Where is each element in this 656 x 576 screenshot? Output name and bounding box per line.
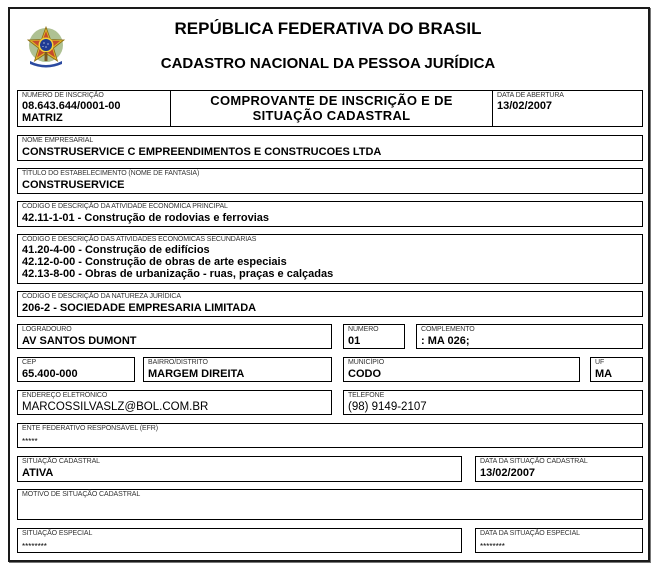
efr-value: ***** xyxy=(22,437,38,446)
situacao-cadastral-label: SITUAÇÃO CADASTRAL xyxy=(22,458,100,465)
abertura-box xyxy=(492,90,643,127)
motivo-situacao-label: MOTIVO DE SITUAÇÃO CADASTRAL xyxy=(22,491,141,498)
situacao-cadastral-value: ATIVA xyxy=(22,467,54,479)
atividade-secundaria-item: 42.13-8-00 - Obras de urbanização - ruas, praças e calçadas xyxy=(22,268,334,280)
nome-fantasia-value: CONSTRUSERVICE xyxy=(22,179,125,191)
uf-label: UF xyxy=(595,359,605,366)
logradouro-value: AV SANTOS DUMONT xyxy=(22,335,137,347)
cnpj-value: 08.643.644/0001-00 xyxy=(22,100,121,112)
situacao-especial-box xyxy=(17,528,462,553)
complemento-box xyxy=(416,324,643,349)
data-situacao-cadastral-label: DATA DA SITUAÇÃO CADASTRAL xyxy=(480,458,588,465)
comprovante-box xyxy=(170,90,493,127)
municipio-label: MUNICÍPIO xyxy=(348,359,385,366)
natureza-juridica-label: CÓDIGO E DESCRIÇÃO DA NATUREZA JURÍDICA xyxy=(22,293,181,300)
nome-empresarial-value: CONSTRUSERVICE C EMPREENDIMENTOS E CONSTRUCOES LTDA xyxy=(22,146,382,158)
cep-value: 65.400-000 xyxy=(22,368,78,380)
atividades-secundarias-box xyxy=(17,234,643,284)
situacao-cadastral-box xyxy=(17,456,462,482)
tipo-value: MATRIZ xyxy=(22,112,63,124)
atividade-secundaria-item: 42.12-0-00 - Construção de obras de arte especiais xyxy=(22,256,287,268)
data-situacao-cadastral-box xyxy=(475,456,643,482)
complemento-label: COMPLEMENTO xyxy=(421,326,475,333)
bairro-label: BAIRRO/DISTRITO xyxy=(148,359,208,366)
numero-box xyxy=(343,324,405,349)
nome-empresarial-label: NOME EMPRESARIAL xyxy=(22,137,94,144)
data-situacao-especial-label: DATA DA SITUAÇÃO ESPECIAL xyxy=(480,530,580,537)
numero-value: 01 xyxy=(348,335,361,347)
municipio-value: CODO xyxy=(348,368,381,380)
page-subtitle: CADASTRO NACIONAL DA PESSOA JURÍDICA xyxy=(160,55,496,72)
nome-empresarial-box xyxy=(17,135,643,161)
atividade-principal-box xyxy=(17,201,643,227)
natureza-juridica-value: 206-2 - SOCIEDADE EMPRESARIA LIMITADA xyxy=(22,302,257,314)
data-situacao-especial-box xyxy=(475,528,643,553)
telefone-label: TELEFONE xyxy=(348,392,385,399)
situacao-especial-value: ******** xyxy=(22,542,47,551)
email-value: MARCOSSILVASLZ@BOL.COM.BR xyxy=(22,401,209,413)
complemento-value: : MA 026; xyxy=(421,335,470,347)
logradouro-label: LOGRADOURO xyxy=(22,326,72,333)
bairro-box xyxy=(143,357,332,382)
abertura-label: DATA DE ABERTURA xyxy=(497,92,564,99)
page-title: REPÚBLICA FEDERATIVA DO BRASIL xyxy=(174,19,482,38)
logradouro-box xyxy=(17,324,332,349)
inscricao-label: NÚMERO DE INSCRIÇÃO xyxy=(22,92,104,99)
comprovante-line2: SITUAÇÃO CADASTRAL xyxy=(252,108,411,123)
situacao-especial-label: SITUAÇÃO ESPECIAL xyxy=(22,530,93,537)
data-situacao-cadastral-value: 13/02/2007 xyxy=(480,467,536,479)
uf-box xyxy=(590,357,643,382)
email-box xyxy=(17,390,332,415)
efr-label: ENTE FEDERATIVO RESPONSÁVEL (EFR) xyxy=(22,425,158,432)
atividade-principal-value: 42.11-1-01 - Construção de rodovias e ferrovias xyxy=(22,212,269,224)
nome-fantasia-box xyxy=(17,168,643,194)
atividade-principal-label: CÓDIGO E DESCRIÇÃO DA ATIVIDADE ECONÔMICA PRINCIPAL xyxy=(22,203,228,210)
telefone-value: (98) 9149-2107 xyxy=(348,401,427,413)
atividades-secundarias-label: CÓDIGO E DESCRIÇÃO DAS ATIVIDADES ECONÔMICAS SECUNDÁRIAS xyxy=(22,236,257,243)
municipio-box xyxy=(343,357,580,382)
abertura-value: 13/02/2007 xyxy=(497,100,553,112)
bairro-value: MARGEM DIREITA xyxy=(148,368,245,380)
natureza-juridica-box xyxy=(17,291,643,317)
comprovante-line1: COMPROVANTE DE INSCRIÇÃO E DE xyxy=(210,93,453,108)
data-situacao-especial-value: ******** xyxy=(480,542,505,551)
email-label: ENDEREÇO ELETRÔNICO xyxy=(22,392,108,399)
motivo-situacao-box xyxy=(17,489,643,520)
cep-label: CEP xyxy=(22,359,37,366)
atividade-secundaria-item: 41.20-4-00 - Construção de edifícios xyxy=(22,244,210,256)
uf-value: MA xyxy=(595,368,613,380)
numero-label: NÚMERO xyxy=(348,326,379,333)
cep-box xyxy=(17,357,135,382)
nome-fantasia-label: TÍTULO DO ESTABELECIMENTO (NOME DE FANTASIA) xyxy=(22,170,200,177)
telefone-box xyxy=(343,390,643,415)
efr-box xyxy=(17,423,643,448)
inscricao-box xyxy=(17,90,171,127)
